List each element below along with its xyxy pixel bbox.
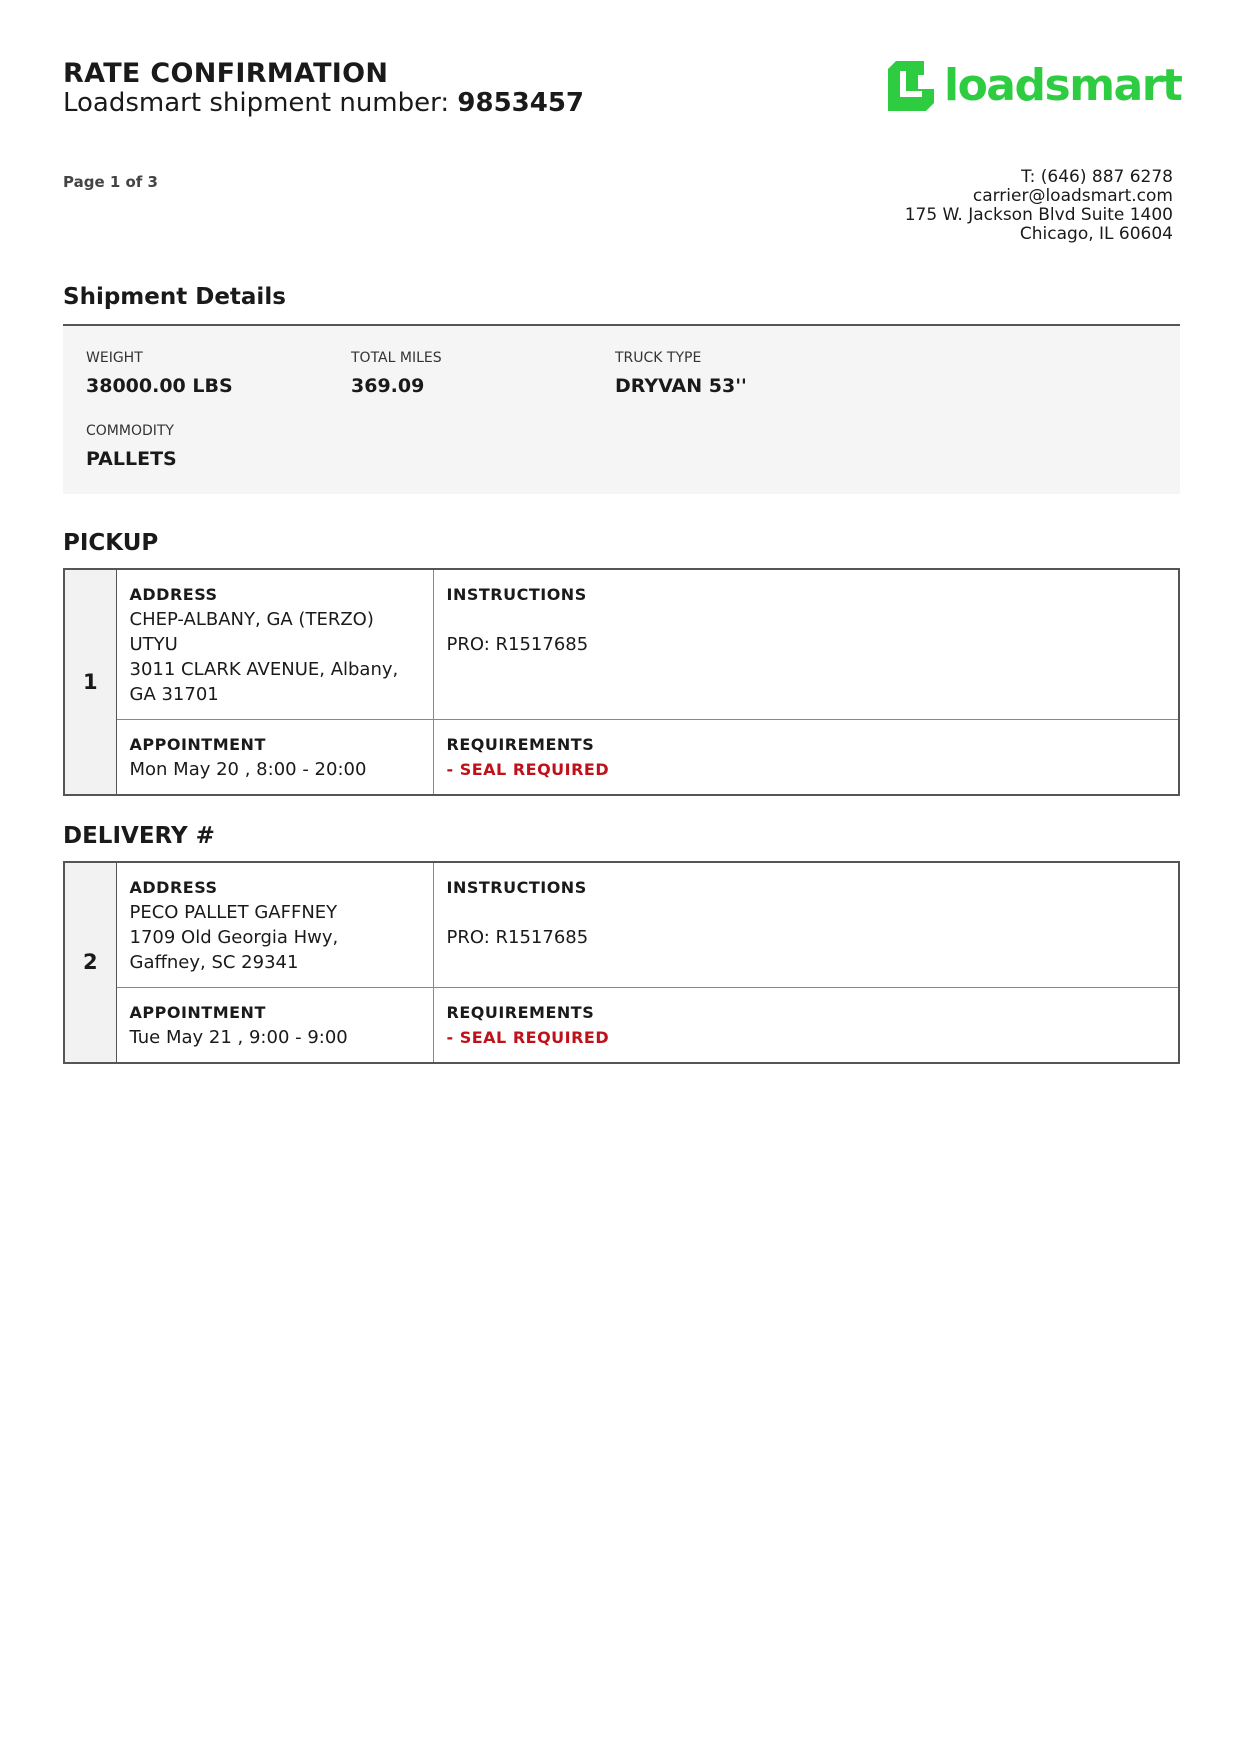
contact-street: 175 W. Jackson Blvd Suite 1400 bbox=[904, 205, 1173, 225]
pickup-table bbox=[63, 568, 1180, 796]
commodity-label: COMMODITY bbox=[86, 423, 174, 439]
pickup-address-line: 3011 CLARK AVENUE, Albany, bbox=[129, 659, 399, 680]
contact-block bbox=[905, 168, 1173, 244]
pickup-appointment-cell bbox=[116, 720, 433, 796]
pickup-address-line: CHEP-ALBANY, GA (TERZO) bbox=[129, 609, 374, 630]
shipment-number-label: Loadsmart shipment number: bbox=[63, 88, 450, 118]
pickup-address-label: ADDRESS bbox=[129, 585, 218, 604]
delivery-address-label: ADDRESS bbox=[129, 878, 218, 897]
loadsmart-logo-icon bbox=[888, 61, 934, 111]
pickup-address-line: UTYU bbox=[129, 634, 178, 655]
pickup-address-line: GA 31701 bbox=[129, 684, 219, 705]
delivery-address-line: 1709 Old Georgia Hwy, bbox=[129, 927, 339, 948]
delivery-appointment-cell bbox=[116, 988, 433, 1064]
truck-type-label: TRUCK TYPE bbox=[615, 350, 702, 366]
page-indicator: Page 1 of 3 bbox=[63, 173, 158, 191]
delivery-instructions-label: INSTRUCTIONS bbox=[446, 878, 587, 897]
pickup-requirements-cell bbox=[433, 720, 1179, 796]
delivery-appointment: Tue May 21 , 9:00 - 9:00 bbox=[129, 1027, 348, 1048]
delivery-requirement: - SEAL REQUIRED bbox=[446, 1028, 610, 1047]
total-miles-label: TOTAL MILES bbox=[351, 350, 442, 366]
delivery-address-cell bbox=[116, 862, 433, 988]
delivery-requirements-cell bbox=[433, 988, 1179, 1064]
pickup-address-cell bbox=[116, 569, 433, 720]
shipment-details-title: Shipment Details bbox=[63, 284, 286, 310]
pickup-instructions: PRO: R1517685 bbox=[446, 634, 589, 655]
pickup-instructions-cell bbox=[433, 569, 1179, 720]
document-title: RATE CONFIRMATION bbox=[63, 58, 389, 89]
contact-email: carrier@loadsmart.com bbox=[972, 186, 1173, 206]
weight-label: WEIGHT bbox=[86, 350, 143, 366]
delivery-instructions-cell bbox=[433, 862, 1179, 988]
pickup-requirement: - SEAL REQUIRED bbox=[446, 760, 610, 779]
contact-phone: T: (646) 887 6278 bbox=[1021, 167, 1173, 187]
delivery-stop-number: 2 bbox=[64, 862, 116, 1063]
shipment-details-box bbox=[63, 324, 1180, 494]
pickup-instructions-label: INSTRUCTIONS bbox=[446, 585, 587, 604]
total-miles-value: 369.09 bbox=[351, 375, 425, 397]
pickup-title: PICKUP bbox=[63, 530, 159, 556]
pickup-stop-number: 1 bbox=[64, 569, 116, 795]
delivery-instructions: PRO: R1517685 bbox=[446, 927, 589, 948]
shipment-number: 9853457 bbox=[457, 88, 585, 118]
delivery-address-line: PECO PALLET GAFFNEY bbox=[129, 902, 338, 923]
brand-name: loadsmart bbox=[944, 60, 1182, 111]
weight-value: 38000.00 LBS bbox=[86, 375, 233, 397]
pickup-requirements-label: REQUIREMENTS bbox=[446, 735, 595, 754]
delivery-address-line: Gaffney, SC 29341 bbox=[129, 952, 299, 973]
commodity-value: PALLETS bbox=[86, 448, 177, 470]
truck-type-value: DRYVAN 53'' bbox=[615, 375, 747, 397]
delivery-title: DELIVERY # bbox=[63, 823, 215, 849]
pickup-appointment-label: APPOINTMENT bbox=[129, 735, 266, 754]
loadsmart-logo bbox=[888, 60, 1181, 112]
delivery-table bbox=[63, 861, 1180, 1064]
delivery-requirements-label: REQUIREMENTS bbox=[446, 1003, 595, 1022]
shipment-number-line bbox=[63, 88, 584, 118]
contact-city: Chicago, IL 60604 bbox=[1019, 224, 1173, 244]
pickup-appointment: Mon May 20 , 8:00 - 20:00 bbox=[129, 759, 367, 780]
delivery-appointment-label: APPOINTMENT bbox=[129, 1003, 266, 1022]
